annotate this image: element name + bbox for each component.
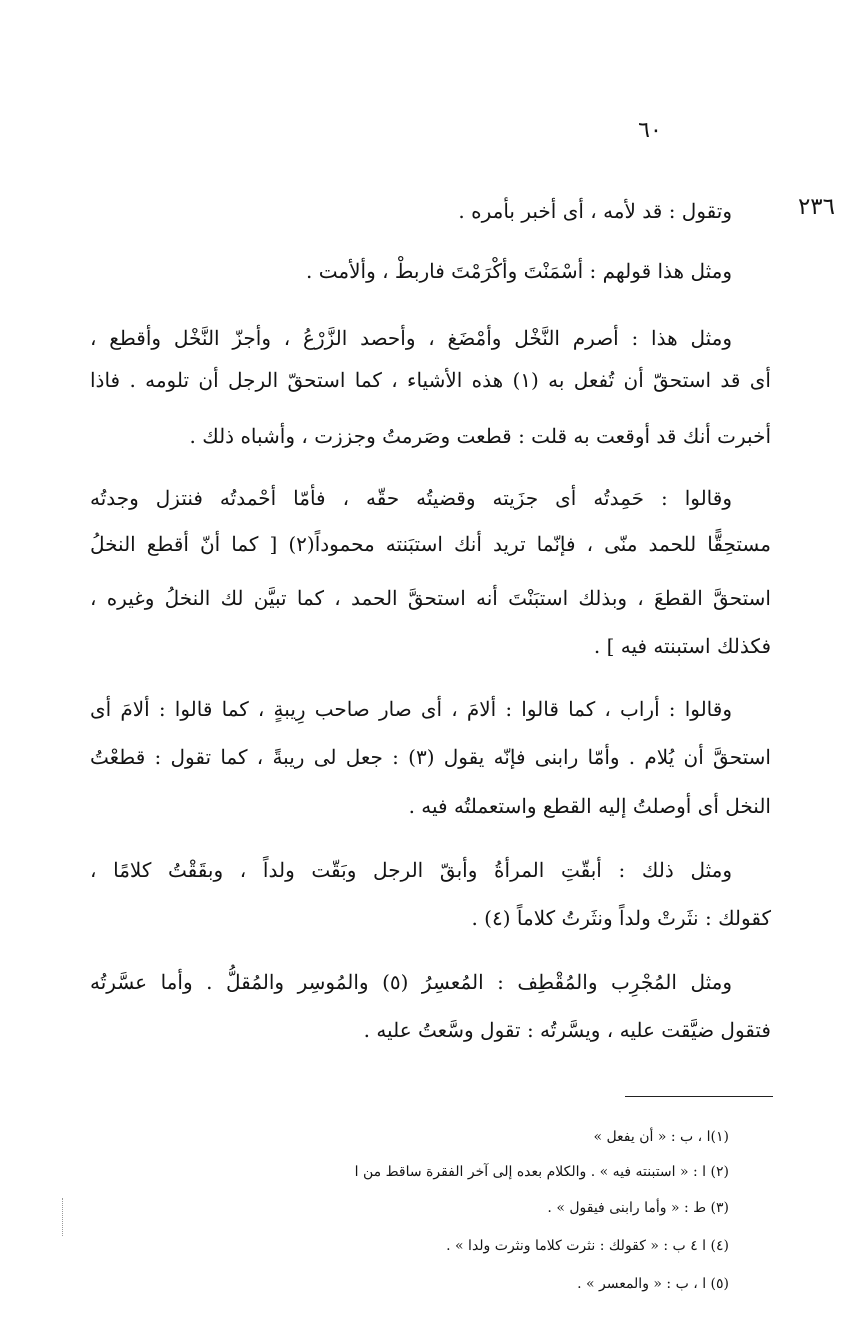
footnote: (٣) ط : « وأما رابنى فيقول » . — [547, 1200, 729, 1216]
text-line: استحقَّ أن يُلام . وأمّا رابنى فإنّه يقول (٣) : جعل لى ريبةً ، كما تقول : قطعْتُ — [90, 745, 771, 769]
footnote: (٥) ا ، ب : « والمعسر » . — [577, 1276, 729, 1292]
text-line: وتقول : قد لأمه ، أى أخبر بأمره . — [458, 199, 732, 223]
text-line: فتقول ضيَّقت عليه ، ويسَّرتُه : تقول وسَّعتُ عليه . — [363, 1018, 771, 1042]
marginal-section-number: ٢٣٦ — [797, 194, 835, 220]
text-line: ومثل ذلك : أبقّتِ المرأةُ وأبقّ الرجل وبَقّت ولداً ، وبقَقْتُ كلامًا ، — [90, 858, 732, 882]
text-line: كقولك : نثَرتْ ولداً ونثَرتُ كلاماً (٤) . — [471, 906, 771, 930]
text-line: مستحِقًّا للحمد منّى ، فإنّما تريد أنك استبَنته محموداً(٢) [ كما أنّ أقطع النخلُ — [90, 532, 771, 556]
text-line: أى قد استحقّ أن تُفعل به (١) هذه الأشياء ، كما استحقّ الرجل أن تلومه . فاذا — [90, 368, 771, 392]
text-line: ومثل هذا : أصرم النَّخْل وأمْضَغ ، وأحصد الزَّرْعُ ، وأجزّ النَّخْل وأقطع ، — [90, 326, 732, 350]
text-line: وقالوا : حَمِدتُه أى جزَيته وقضيتُه حقّه ، فأمّا أحْمدتُه فنتزل وجدتُه — [90, 486, 732, 510]
text-line: وقالوا : أراب ، كما قالوا : ألامَ ، أى صار صاحب رِيبةٍ ، كما قالوا : ألامَ أى — [90, 697, 732, 721]
text-line: النخل أى أوصلتُ إليه القطع واستعملتُه فيه . — [408, 794, 771, 818]
page-number: ٦٠ — [638, 118, 662, 143]
text-line: استحقَّ القطعَ ، وبذلك استبَنْتَ أنه استحقَّ الحمد ، كما تبيَّن لك النخلُ وغيره ، — [90, 586, 771, 610]
text-line: أخبرت أنك قد أوقعت به قلت : قطعت وصَرمتُ وجززت ، وأشباه ذلك . — [189, 424, 771, 448]
scan-margin-mark — [62, 1198, 64, 1236]
footnote: (١)ا ، ب : « أن يفعل » — [593, 1129, 729, 1145]
text-line: فكذلك استبنته فيه ] . — [593, 634, 771, 658]
footnote: (٢) ا : « استبنته فيه » . والكلام بعده إلى آخر الفقرة ساقط من ا — [354, 1164, 729, 1180]
footnote: (٤) ا ٤ ب : « كقولك : نثرت كلاما ونثرت ولدا » . — [446, 1238, 729, 1254]
text-line: ومثل المُجْرِب والمُقْطِف : المُعسِرُ (٥) والمُوسِر والمُقلُّ . وأما عسَّرتُه — [90, 970, 732, 994]
text-line: ومثل هذا قولهم : أسْمَنْتَ وأكْرَمْتَ فاربطْ ، وألأمت . — [306, 259, 732, 283]
footnote-divider — [625, 1096, 773, 1097]
